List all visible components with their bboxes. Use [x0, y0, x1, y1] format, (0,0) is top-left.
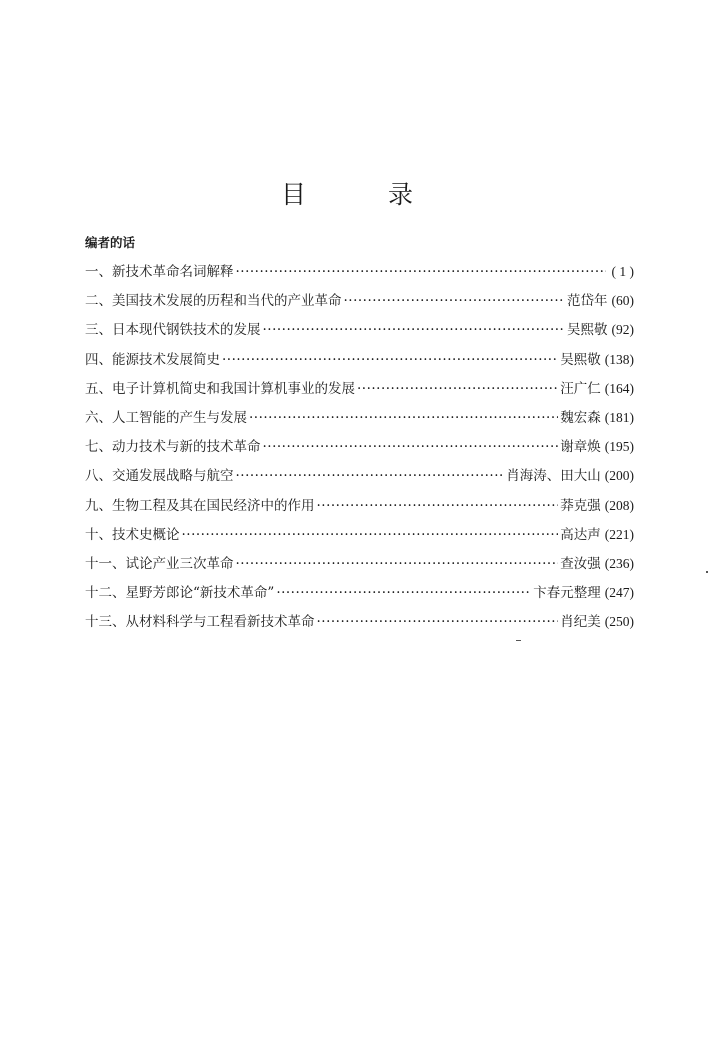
toc-leader-dots: [236, 264, 606, 280]
toc-entry-title: 七、动力技术与新的技术革命: [85, 439, 261, 456]
toc-entry: [85, 581, 634, 610]
toc-leader-dots: [236, 556, 559, 572]
table-of-contents: [85, 260, 634, 639]
page-title-char-1: 目: [281, 180, 307, 209]
toc-entry-title: 九、生物工程及其在国民经济中的作用: [85, 497, 315, 514]
toc-entry-page: (250): [604, 614, 634, 630]
toc-entry: [85, 377, 634, 406]
toc-entry-title: 十二、星野芳郎论“新技术革命”: [85, 585, 275, 602]
toc-entry: [85, 610, 634, 639]
toc-entry-title: 六、人工智能的产生与发展: [85, 409, 247, 426]
toc-entry: [85, 464, 634, 493]
toc-entry-author: 范岱年: [567, 293, 608, 310]
toc-entry-title: 二、美国技术发展的历程和当代的产业革命: [85, 293, 342, 310]
page-title: [0, 178, 713, 218]
toc-entry-page: (195): [604, 439, 634, 455]
toc-entry-page: (236): [604, 555, 634, 571]
toc-leader-dots: [263, 322, 566, 338]
toc-leader-dots: [357, 381, 558, 397]
toc-entry: [85, 260, 634, 289]
toc-entry: [85, 552, 634, 581]
toc-entry-author: 查汝强: [560, 555, 601, 572]
toc-leader-dots: [276, 585, 531, 601]
toc-entry-title: 十一、试论产业三次革命: [85, 555, 234, 572]
page-title-char-2: 录: [388, 180, 414, 209]
toc-entry-page: (138): [604, 351, 634, 367]
toc-entry-author: 汪广仁: [560, 380, 601, 397]
scan-speck: [516, 640, 521, 641]
toc-entry: [85, 435, 634, 464]
toc-entry-author: 肖纪美: [560, 614, 601, 631]
toc-entry-author: 魏宏森: [560, 409, 601, 426]
toc-entry-author: 卞春元整理: [533, 585, 601, 602]
toc-entry-title: 十、技术史概论: [85, 526, 180, 543]
toc-entry-page: (221): [604, 526, 634, 542]
toc-entry-page: (181): [604, 409, 634, 425]
toc-entry-title: 三、日本现代钢铁技术的发展: [85, 322, 261, 339]
toc-entry-title: 一、新技术革命名词解释: [85, 264, 234, 280]
toc-entry-page: (92): [611, 322, 634, 338]
toc-entry-page: (200): [604, 468, 634, 484]
toc-entry-author: 高达声: [560, 526, 601, 543]
toc-leader-dots: [222, 352, 558, 368]
toc-entry-page: (247): [604, 585, 634, 601]
toc-entry-author: 吴熙敬: [560, 351, 601, 368]
toc-leader-dots: [249, 410, 558, 426]
toc-entry: [85, 348, 634, 377]
toc-leader-dots: [317, 498, 559, 514]
toc-entry-page: (208): [604, 497, 634, 513]
scan-speck: [706, 571, 708, 573]
toc-entry-title: 十三、从材料科学与工程看新技术革命: [85, 614, 315, 631]
toc-leader-dots: [263, 439, 559, 455]
toc-leader-dots: [317, 614, 559, 630]
toc-leader-dots: [182, 527, 559, 543]
toc-entry-title: 四、能源技术发展简史: [85, 351, 220, 368]
toc-leader-dots: [236, 468, 505, 484]
toc-entry-title: 八、交通发展战略与航空: [85, 468, 234, 485]
toc-entry: [85, 289, 634, 318]
toc-entry-page: ( 1 ): [611, 264, 634, 279]
toc-entry: [85, 494, 634, 523]
toc-entry-author: 肖海涛、田大山: [506, 468, 601, 485]
toc-entry-page: (60): [611, 293, 634, 309]
toc-entry-page: (164): [604, 380, 634, 396]
toc-entry-title: 五、电子计算机简史和我国计算机事业的发展: [85, 380, 355, 397]
toc-entry: [85, 406, 634, 435]
toc-leader-dots: [344, 293, 566, 309]
toc-entry-author: 莽克强: [560, 497, 601, 514]
toc-entry: [85, 318, 634, 347]
toc-entry-author: 吴熙敬: [567, 322, 608, 339]
toc-entry: [85, 523, 634, 552]
toc-entry-author: 谢章焕: [560, 439, 601, 456]
editor-note-heading: 编者的话: [85, 235, 136, 250]
